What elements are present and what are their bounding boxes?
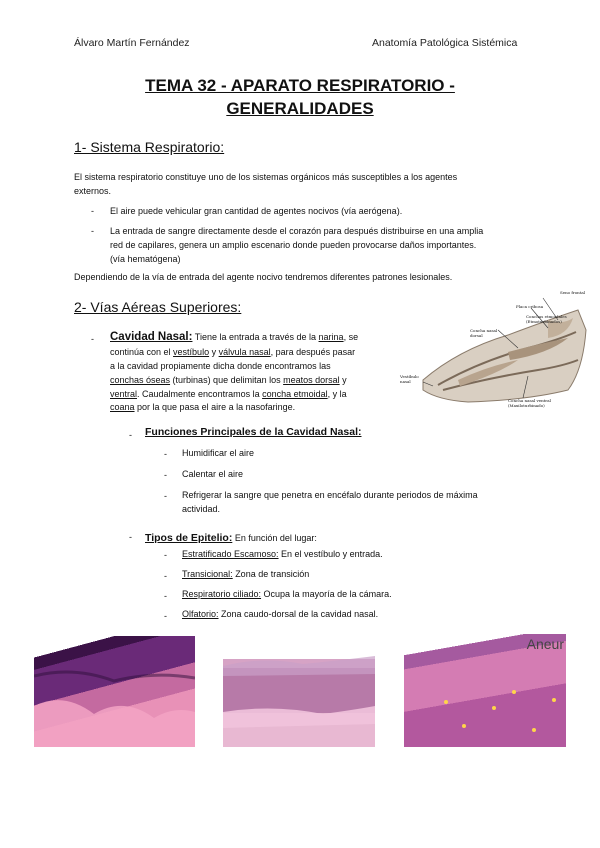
bullet-dash: - <box>164 491 167 501</box>
bullet-dash: - <box>164 591 167 601</box>
section2-heading: 2- Vías Aéreas Superiores: <box>74 299 242 315</box>
bullet-dash: - <box>164 470 167 480</box>
section1-intro-line1: El sistema respiratorio constituye uno de los sistemas orgánicos más susceptibles a los agentes <box>74 172 458 182</box>
histology-image-respiratory <box>223 634 375 747</box>
section1-bullet1: El aire puede vehicular gran cantidad de agentes nocivos (vía aerógena). <box>110 206 403 216</box>
cavidad-line4: conchas óseas (turbinas) que delimitan los meatos dorsal y <box>110 375 347 385</box>
funcion-item: Humidificar el aire <box>182 448 255 458</box>
figure-label: Placa cribosa <box>516 304 544 309</box>
term-ventral: ventral <box>110 389 138 399</box>
section1-bullet2-line2: red de capilares, genera un amplio escenario donde pueden provocarse daños importantes. <box>110 240 477 250</box>
cavidad-line6: coana por la que pasa el aire a la nasofaringe. <box>110 402 296 412</box>
term-conchas-oseas: conchas óseas <box>110 375 171 385</box>
tipos-title: Tipos de Epitelio: <box>145 532 233 544</box>
epitelio-item: Transicional: Zona de transición <box>182 569 310 579</box>
term-valvula-nasal: válvula nasal <box>218 347 271 357</box>
epitelio-item: Estratificado Escamoso: En el vestíbulo y entrada. <box>182 549 383 559</box>
header-author: Álvaro Martín Fernández <box>74 37 190 49</box>
cavidad-line3: a la cavidad propiamente dicha donde encontramos las <box>110 361 331 371</box>
term-meatos-dorsal: meatos dorsal <box>283 375 340 385</box>
term-concha-etmoidal: concha etmoidal <box>262 389 328 399</box>
bullet-dash: - <box>129 532 132 542</box>
cavidad-title: Cavidad Nasal: <box>110 331 193 343</box>
figure-label: Seno frontal <box>560 290 586 295</box>
tipos-line: Tipos de Epitelio: En función del lugar: <box>145 532 317 544</box>
bullet-dash: - <box>91 334 94 344</box>
section1-bullet2-line3: (vía hematógena) <box>110 254 181 264</box>
bullet-dash: - <box>91 206 94 216</box>
page-title-line2: GENERALIDADES <box>226 99 374 118</box>
funcion-item: Calentar el aire <box>182 469 244 479</box>
cavidad-line5: ventral. Caudalmente encontramos la concha etmoidal, y la <box>110 389 347 399</box>
bullet-dash: - <box>164 571 167 581</box>
section1-heading: 1- Sistema Respiratorio: <box>74 139 225 155</box>
bullet-dash: - <box>91 226 94 236</box>
cavidad-line2: continúa con el vestíbulo y válvula nasal, para después pasar <box>110 347 356 357</box>
section1-bullet2-line1: La entrada de sangre directamente desde el corazón para después distribuirse en una amplia <box>110 226 484 236</box>
page-title-line1: TEMA 32 - APARATO RESPIRATORIO - <box>145 76 455 95</box>
bullet-dash: - <box>164 611 167 621</box>
section1-closing: Dependiendo de la vía de entrada del agente nocivo tendremos diferentes patrones lesionales. <box>74 272 453 282</box>
term-narina: narina <box>318 332 344 342</box>
respiratory-texture <box>223 634 375 747</box>
epitelio-item: Olfatorio: Zona caudo-dorsal de la cavidad nasal. <box>182 609 379 619</box>
section1-intro-line2: externos. <box>74 186 112 196</box>
funcion-item-cont: actividad. <box>182 504 221 514</box>
squamous-texture <box>34 636 195 747</box>
header-subject: Anatomía Patológica Sistémica <box>372 37 518 49</box>
bullet-dash: - <box>164 550 167 560</box>
histology-image-squamous <box>34 636 195 747</box>
figure-label: Conchas etmoidales (Etmoturbinados) <box>526 314 567 324</box>
funcion-item: Refrigerar la sangre que penetra en encéfalo durante periodos de máxima <box>182 490 478 500</box>
histology-image-olfactory <box>404 634 566 747</box>
term-vestibulo: vestíbulo <box>173 347 210 357</box>
epitelio-item: Respiratorio ciliado: Ocupa la mayoría de la cámara. <box>182 589 392 599</box>
cavidad-line1: Cavidad Nasal: Tiene la entrada a través de la narina, se <box>110 331 359 343</box>
figure-label: Concha nasal ventral (Maxiloturbinado) <box>508 398 551 408</box>
figure-label: Vestíbulo nasal <box>400 374 419 384</box>
bullet-dash: - <box>164 449 167 459</box>
nasal-cavity-illustration <box>398 290 588 410</box>
term-coana: coana <box>110 402 135 412</box>
bullet-dash: - <box>129 430 132 440</box>
image-watermark: Aneur <box>526 636 564 652</box>
funciones-title: Funciones Principales de la Cavidad Nasal: <box>145 426 362 438</box>
nasal-cavity-figure <box>398 290 588 410</box>
figure-label: Concha nasal dorsal <box>470 328 498 338</box>
